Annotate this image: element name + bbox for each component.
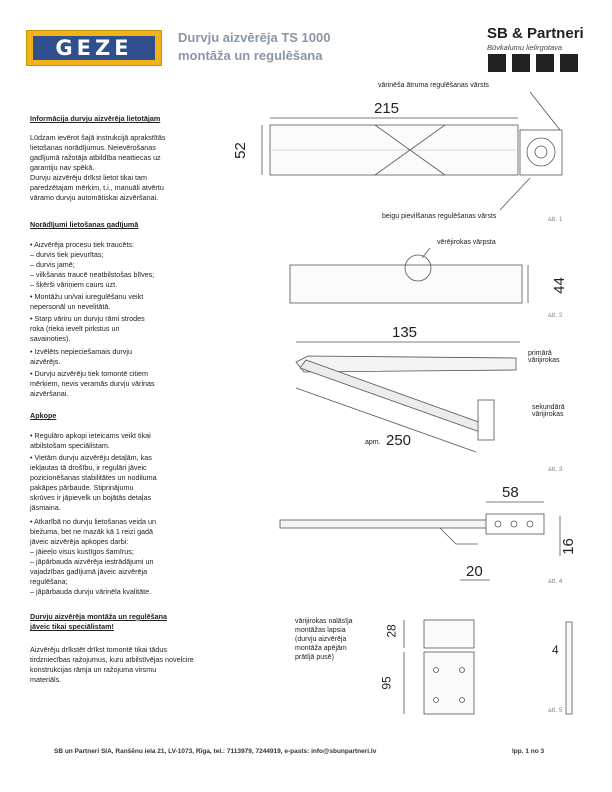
specialist-paragraph: Aizvērēju drīkstēt drīkst tomontē tikai tādus tirdzniecības ražojumus, kuru atbilstīvējas novelcire konstrukcijas rāmja un ražojuma virsmu materiāls.: [30, 645, 194, 684]
mounting-plate-top: [424, 620, 474, 648]
mounting-plate-body: [424, 652, 474, 714]
closer-body-side-view: [290, 265, 522, 303]
fig1-height-dim: 52: [231, 142, 249, 159]
info-paragraph-1: Lūdzam ievērot šajā instrukcijā aprakstītās lietošanas norādījumus. Neievērošanas gadījumā ražotāja atbildība neattiecas uz garantiju nav spēkā. Durvju aizvērēju drīkst lietot tikai tam paredzētajam mērķim, t.i., manuāli atvērtu vāramo durvju automātiskai aizvēršanai.: [30, 133, 166, 202]
mount-bullet-2: • Montāžu un/vai iuregulēšanu veikt nepersonāl un nevelitātā.: [30, 292, 144, 311]
fig1-width-dim: 215: [374, 100, 400, 117]
care-bullet-1: • Regulāro apkopi ieteicams veikt tikai atbilstošam speciālistam.: [30, 431, 151, 450]
fig1-caption: att. 1: [548, 216, 563, 223]
fig3-length-dim: 135: [392, 324, 418, 341]
fig1-top-label: vārinēša ātruma regulēšanas vārsts: [378, 82, 489, 89]
fig5-bottom-dim: 95: [379, 676, 394, 690]
fig4-depth-dim: 20: [466, 563, 483, 580]
fig3-approx-label: apm.: [365, 439, 381, 446]
fig5-label: vārijirokas nalāsīja montāžas lapsia (durvju aizvērēja montāža apējām prātījā pusē): [295, 618, 353, 661]
fig3-length2-dim: 250: [386, 432, 412, 449]
arm-section: [280, 520, 490, 528]
doc-title-line1: Durvju aizvērēja TS 1000: [178, 30, 331, 45]
fig2-caption: att. 2: [548, 312, 563, 319]
fig5-top-dim: 28: [384, 624, 399, 638]
fig4-width-dim: 58: [502, 484, 519, 501]
page-number: lpp. 1 no 3: [512, 748, 545, 755]
fig5-side-dim: 4: [552, 643, 559, 657]
doc-title-line2: montāža un regulēšana: [178, 48, 323, 63]
valve-plate: [520, 130, 562, 175]
fig3-caption: att. 3: [548, 466, 563, 473]
fig1-bottom-label: beigu pievilšanas regulēšanas vārsts: [382, 213, 497, 220]
care-heading: Apkope: [30, 411, 57, 420]
company-tagline: Būvkalumu lielirgotava: [487, 43, 563, 52]
care-bullet-3: • Atkarībā no durvju lietošanas veida un biežuma, bet ne mazāk kā 1 reizi gadā jāveic aizvērēja apkopes darbi: – jāieeļo visus kustīgos šarnīrus; – jāpārbauda aizvērēja iestrādājumi un vajadzības gadījumā jāveic aizvērēja regulēšana; – jāpārbauda durvju vārinēla kvalitāte.: [30, 517, 156, 596]
footer-contact: SB un Partneri SIA, Ranšēnu iela 21, LV-1073, Rīga, tel.: 7113979, 7244919, e-pasts: info@sbunpartneri.lv: [54, 748, 377, 755]
mount-bullet-4: • Izvēlēts nepieciešamais durvju aizvērējs.: [30, 347, 132, 366]
mount-bullet-3: • Starp vāriru un durvju rāmi strodes roka (rieka ievelt pirkstus un savainoties).: [30, 314, 145, 343]
company-name: SB & Partneri: [487, 25, 584, 42]
fig5-caption: att. 5: [548, 707, 563, 714]
geze-logo-text: GEZE: [33, 36, 155, 60]
info-heading: Informācija durvju aizvērēja lietotājam: [30, 114, 161, 123]
mount-heading: Norādījumi lietošanas gadījumā: [30, 220, 139, 229]
fig4-caption: att. 4: [548, 578, 563, 585]
mount-bullet-5: • Durvju aizvērēju tiek tomontē citiem mērķiem, nevis veramās durvju vārinas aizvēršanai.: [30, 369, 155, 398]
specialist-heading: Durvju aizvērēja montāža un regulēšana jāveic tikai speciālistam!: [30, 612, 168, 631]
fig2-height-dim: 44: [550, 277, 568, 294]
fig2-label: vērējirokas vārpsta: [437, 239, 496, 246]
care-bullet-2: • Vietām durvju aizvērēju detaļām, kas iekļautas tā drošību, ir regulāri jāveic pozicionēšanas stabilitātes un nodiluma pakāpes pārbaude. Stiprinājumu skrūves ir jāpievelk un bojātās detaļas jāsmaina.: [30, 453, 157, 512]
fig3-secondary-label: sekundārā vārijirokas: [532, 404, 565, 418]
mount-bullet-1: • Aizvērēja procesu tiek traucēts: – durvis tiek pievurītas; – durvis jamē; – vilkšanas traucē neatbilstošas blīves; – šķērši vāriņiem caurs uzt.: [30, 240, 155, 289]
fig3-primary-label: primārā vārijirokas: [528, 350, 560, 364]
fig4-height-dim: 16: [559, 538, 577, 555]
